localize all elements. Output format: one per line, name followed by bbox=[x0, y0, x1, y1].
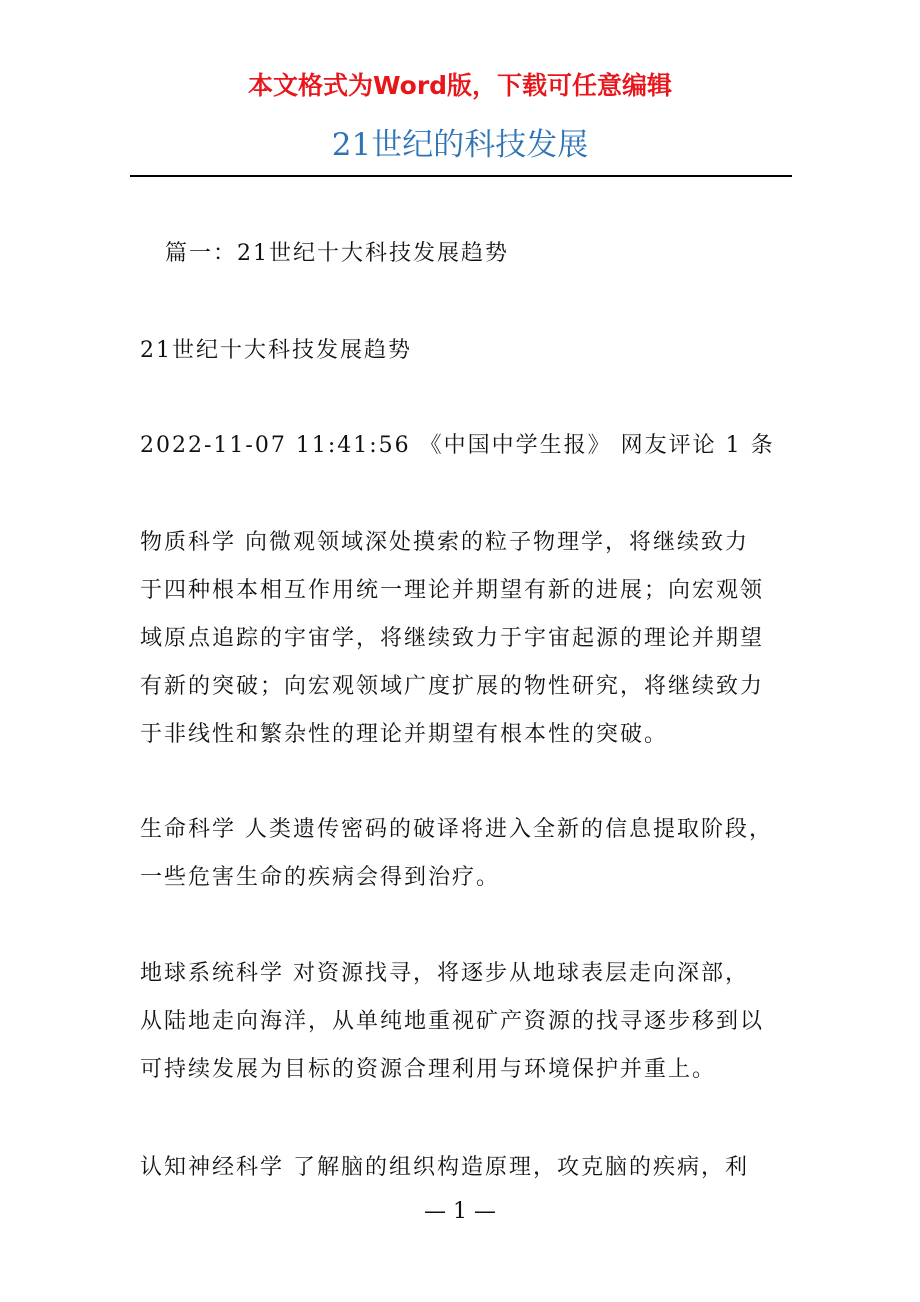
paragraph-line: 认知神经科学 了解脑的组织构造原理，攻克脑的疾病，利 bbox=[140, 1155, 749, 1180]
paragraph-line: 生命科学 人类遗传密码的破译将进入全新的信息提取阶段， bbox=[140, 817, 773, 842]
paragraph-line: 于非线性和繁杂性的理论并期望有根本性的突破。 bbox=[140, 722, 669, 747]
paragraph-material-science bbox=[140, 519, 790, 759]
title-divider bbox=[130, 175, 792, 177]
paragraph-earth-system-science bbox=[140, 950, 790, 1094]
article-heading: 21世纪十大科技发展趋势 bbox=[140, 338, 412, 363]
document-title: 21世纪的科技发展 bbox=[331, 127, 589, 163]
paragraph-line: 物质科学 向微观领域深处摸索的粒子物理学，将继续致力 bbox=[140, 530, 749, 555]
page-number: — 1 — bbox=[424, 1199, 496, 1224]
paragraph-line: 域原点追踪的宇宙学，将继续致力于宇宙起源的理论并期望 bbox=[140, 626, 765, 651]
paragraph-life-science bbox=[140, 806, 790, 902]
paragraph-cognitive-neuroscience bbox=[140, 1144, 790, 1192]
paragraph-line: 一些危害生命的疾病会得到治疗。 bbox=[140, 865, 501, 890]
paragraph-line: 有新的突破；向宏观领域广度扩展的物性研究，将继续致力 bbox=[140, 674, 765, 699]
article-meta: 2022-11-07 11:41:56 《中国中学生报》 网友评论 1 条 bbox=[140, 433, 775, 458]
paragraph-line: 可持续发展为目标的资源合理利用与环境保护并重上。 bbox=[140, 1057, 717, 1082]
editable-notice-banner: 本文格式为Word版，下载可任意编辑 bbox=[247, 71, 673, 100]
paragraph-line: 于四种根本相互作用统一理论并期望有新的进展；向宏观领 bbox=[140, 578, 765, 603]
paragraph-line: 从陆地走向海洋，从单纯地重视矿产资源的找寻逐步移到以 bbox=[140, 1009, 765, 1034]
paragraph-line: 地球系统科学 对资源找寻，将逐步从地球表层走向深部， bbox=[140, 961, 749, 986]
section-subheading: 篇一：21世纪十大科技发展趋势 bbox=[165, 241, 509, 266]
